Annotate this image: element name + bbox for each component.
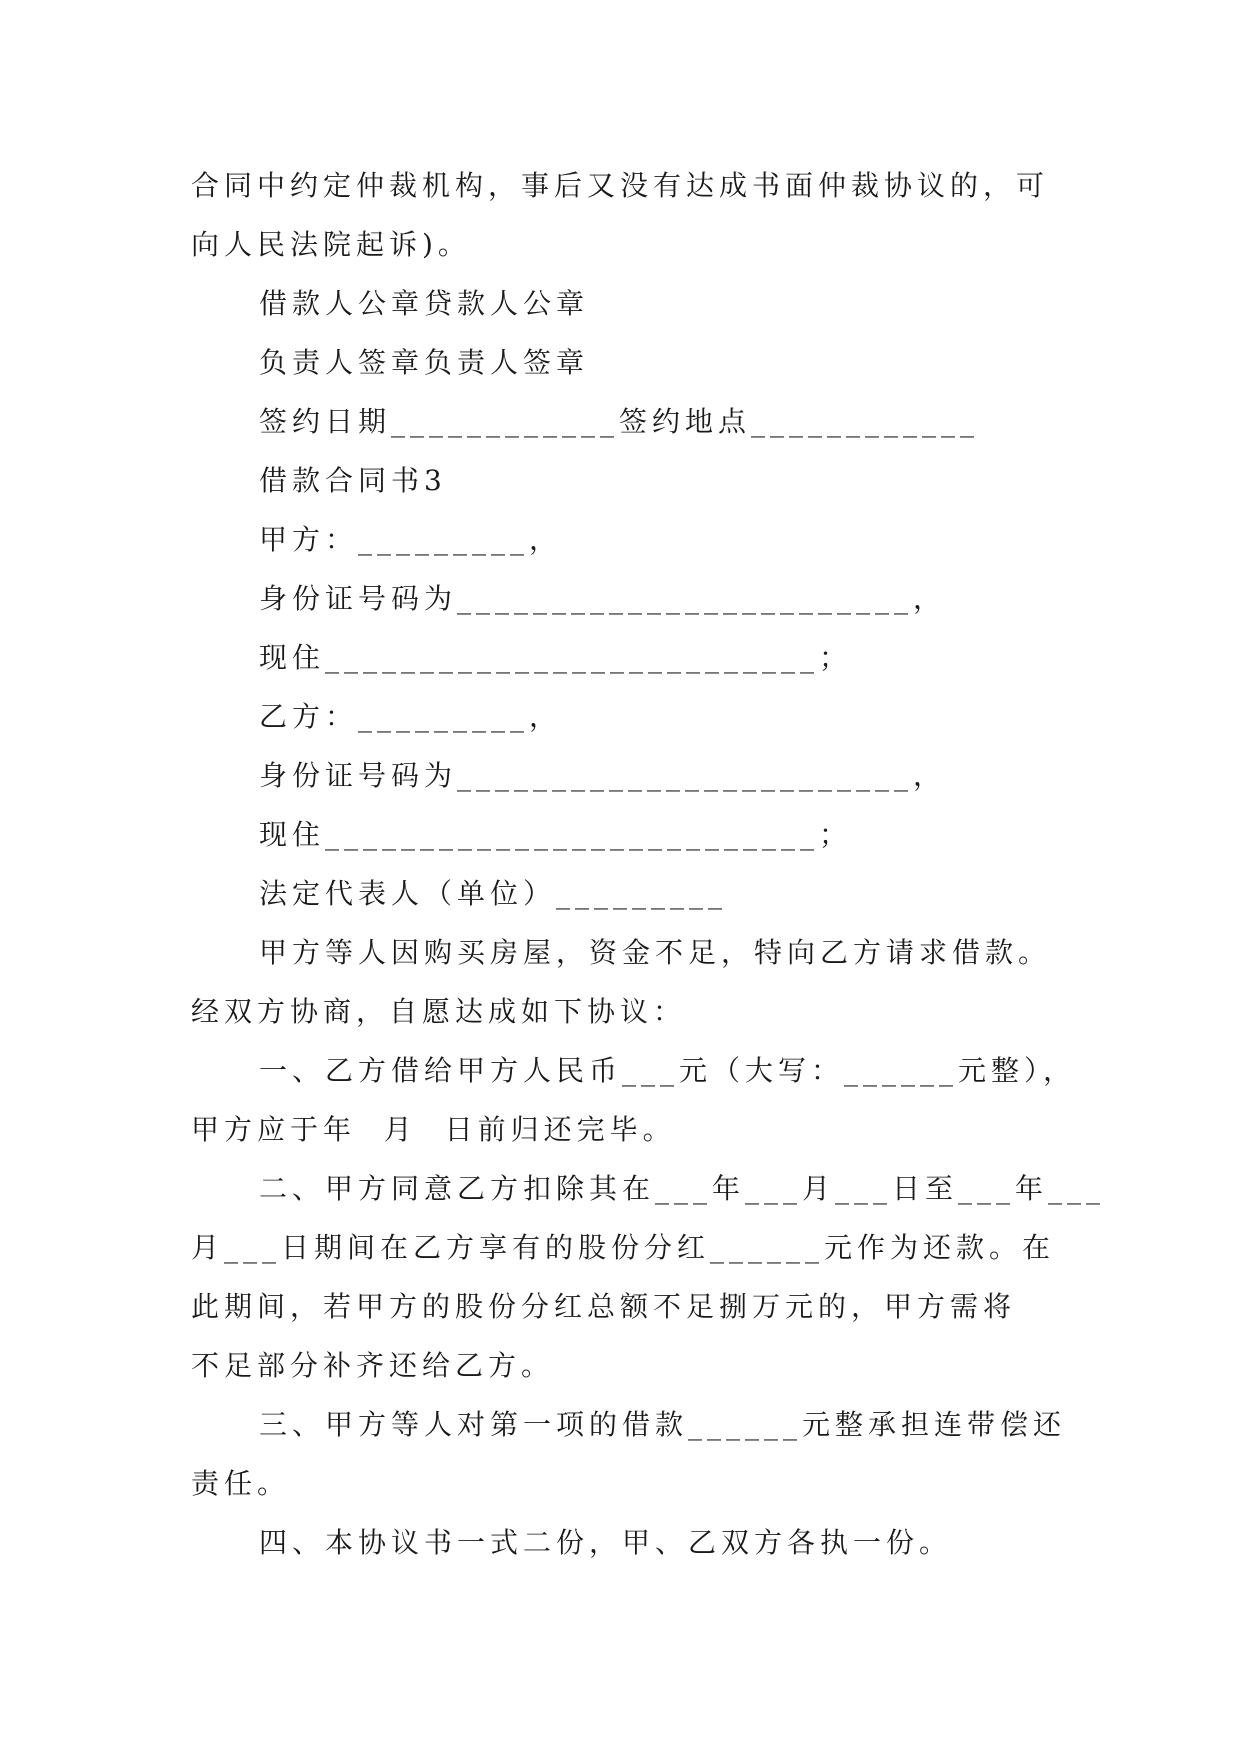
clause-4-line: 四、本协议书一式二份，甲、乙双方各执一份。 bbox=[259, 1526, 953, 1559]
clause-2-line: 不足部分补齐还给乙方。 bbox=[191, 1349, 555, 1382]
legal-representative-line: 法定代表人（单位）_________ bbox=[259, 877, 728, 910]
paragraph-line: 甲方等人因购买房屋，资金不足，特向乙方请求借款。 bbox=[259, 936, 1052, 969]
document-body bbox=[191, 156, 1106, 1572]
party-a-id-line: 身份证号码为________________________， bbox=[259, 582, 947, 615]
party-b-id-line: 身份证号码为________________________， bbox=[259, 759, 947, 792]
party-b-line: 乙方：_________， bbox=[259, 700, 563, 733]
paragraph-line: 向人民法院起诉)。 bbox=[191, 228, 471, 261]
clause-2-line: 月___日期间在乙方享有的股份分红______元作为还款。在 bbox=[191, 1231, 1056, 1264]
paragraph-line: 经双方协商，自愿达成如下协议： bbox=[191, 995, 687, 1028]
clause-1-line: 一、乙方借给甲方人民币___元（大写：______元整）， bbox=[259, 1054, 1077, 1087]
seal-line-signatory: 负责人签章负责人签章 bbox=[259, 346, 590, 379]
contract-heading: 借款合同书3 bbox=[259, 464, 447, 497]
clause-3-line: 三、甲方等人对第一项的借款______元整承担连带偿还 bbox=[259, 1408, 1067, 1441]
seal-line-company: 借款人公章贷款人公章 bbox=[259, 287, 590, 320]
signing-date-place-line: 签约日期____________签约地点____________ bbox=[259, 405, 980, 438]
clause-2-line: 二、甲方同意乙方扣除其在___年___月___日至___年___ bbox=[259, 1172, 1106, 1205]
clause-3-line: 责任。 bbox=[191, 1467, 291, 1500]
party-b-address-line: 现住__________________________； bbox=[259, 818, 853, 851]
clause-1-line: 甲方应于年 月 日前归还完毕。 bbox=[191, 1113, 676, 1146]
party-a-address-line: 现住__________________________； bbox=[259, 641, 853, 674]
party-a-line: 甲方：_________， bbox=[259, 523, 563, 556]
paragraph-line: 合同中约定仲裁机构，事后又没有达成书面仲裁协议的，可 bbox=[191, 169, 1050, 202]
clause-2-line: 此期间，若甲方的股份分红总额不足捌万元的，甲方需将 bbox=[191, 1290, 1017, 1323]
